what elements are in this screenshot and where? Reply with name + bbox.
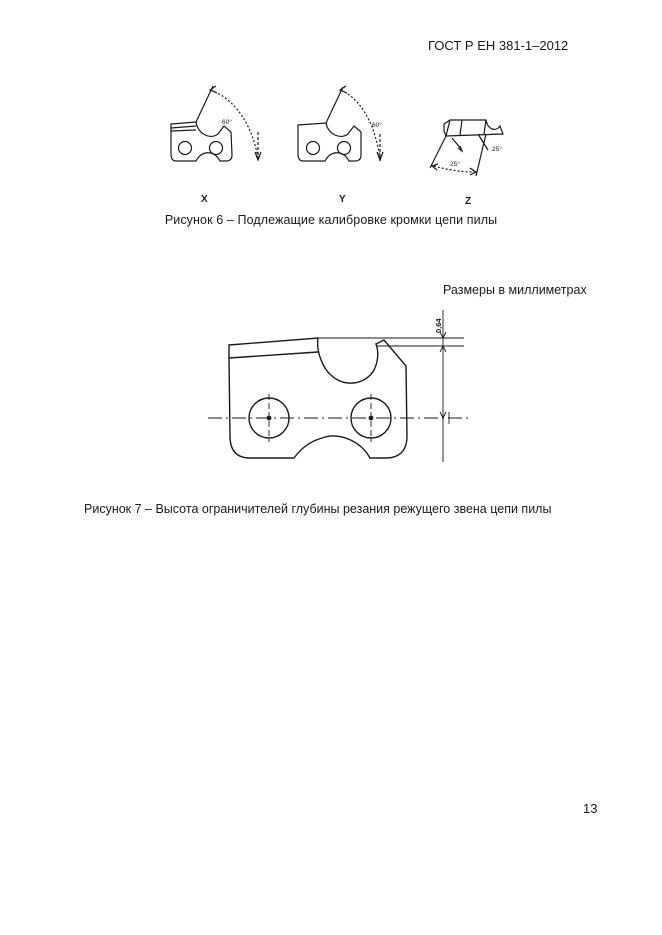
label-z: Z [465, 196, 472, 207]
document-header: ГОСТ Р ЕН 381-1–2012 [428, 38, 569, 53]
figure-7-caption: Рисунок 7 – Высота ограничителей глубины резания режущего звена цепи пилы [84, 502, 552, 516]
figure-6-caption: Рисунок 6 – Подлежащие калибровке кромки цепи пилы [164, 213, 498, 227]
page-number: 13 [583, 801, 598, 816]
angle-y-label: 60° [372, 122, 382, 129]
label-y: Y [339, 194, 346, 205]
dimension-label: 0,64 [434, 318, 443, 333]
angle-x-label: 60° [222, 119, 232, 126]
units-note: Размеры в миллиметрах [443, 283, 587, 297]
label-x: X [201, 194, 208, 205]
angle-z-bottom-label: 25° [450, 161, 460, 168]
angle-z-top-label: 25° [492, 146, 502, 153]
